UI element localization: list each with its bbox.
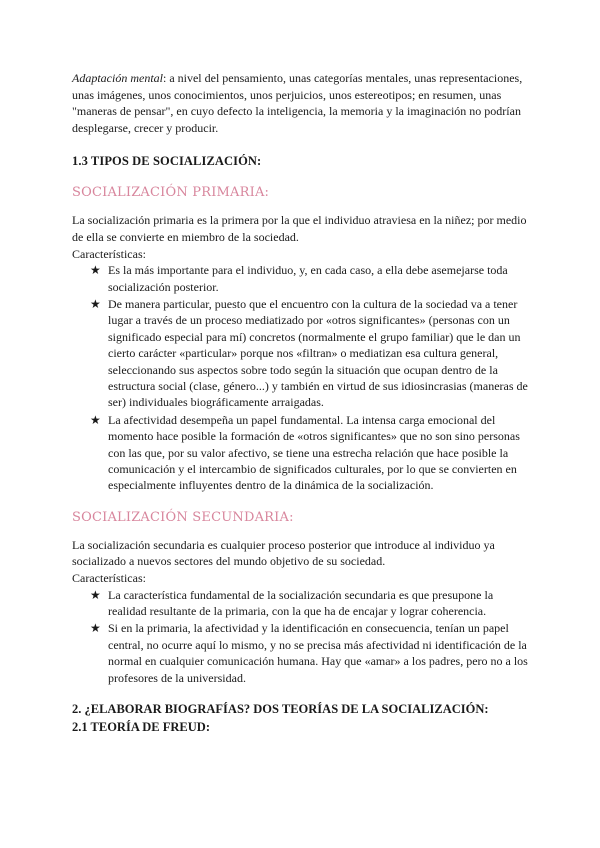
section-2-title: 2. ¿ELABORAR BIOGRAFÍAS? DOS TEORÍAS DE LA SOCIALIZACIÓN:: [72, 702, 489, 717]
secundaria-caracteristicas-label: Características:: [72, 571, 146, 586]
secundaria-definition: La socialización secundaria es cualquier proceso posterior que introduce al individuo ya socializado a nuevos sectores del mundo objetivo de su sociedad.: [72, 537, 495, 569]
secundaria-heading: SOCIALIZACIÓN SECUNDARIA:: [72, 509, 294, 525]
primaria-heading: SOCIALIZACIÓN PRIMARIA:: [72, 185, 270, 201]
secundaria-block: [72, 537, 532, 686]
star-icon: ★: [90, 296, 101, 311]
document-page: [72, 70, 532, 736]
intro-term: Adaptación mental: [72, 71, 163, 85]
list-item-text: Si en la primaria, la afectividad y la identificación en consecuencia, tenían un papel central, no ocurre aquí lo mismo, y no se precisa más afectividad ni identificación de la normal en cualquier comunicación humana. Hay que «amar» a los padres, pero no a los profesores de la universidad.: [108, 621, 528, 685]
primaria-block: [72, 212, 532, 493]
list-item: [90, 620, 532, 686]
primaria-caracteristicas-label: Características:: [72, 246, 146, 261]
list-item: [90, 412, 532, 494]
list-item: [90, 587, 532, 620]
star-icon: ★: [90, 412, 101, 427]
list-item-text: La característica fundamental de la socialización secundaria es que presupone la realidad resultante de la primaria, con la que ha de encajar y lograr coherencia.: [108, 587, 494, 619]
list-item-text: La afectividad desempeña un papel fundamental. La intensa carga emocional del momento hace posible la formación de «otros significantes» que no son sino personas con las que, por su valor afectivo, se tiene una estrecha relación que hace posible la comunicación y el intercambio de significados culturales, por lo que se convierten en especialmente influyentes dentro de la dinámica de la socialización.: [108, 412, 520, 493]
star-icon: ★: [90, 587, 101, 602]
intro-paragraph: [72, 70, 532, 136]
section-1-3-title: 1.3 TIPOS DE SOCIALIZACIÓN:: [72, 154, 262, 169]
list-item: [90, 296, 532, 411]
list-item: [90, 262, 532, 295]
star-icon: ★: [90, 621, 101, 636]
list-item-text: De manera particular, puesto que el encuentro con la cultura de la sociedad va a tener lugar a través de un proceso mediatizado por «otros significantes» (personas con un significado especial para mí) concretos (normalmente el grupo familiar) que le dan un cierto carácter «particular» porque nos «filtran» o mediatizan esa cultura general, seleccionando sus aspectos sobre todo según la situación que ocupan dentro de la estructura social (clase, género...) y también en virtud de sus idiosincrasias (maneras de ser) individuales biográficamente arraigadas.: [108, 296, 528, 410]
star-icon: ★: [90, 263, 101, 278]
primaria-list: [72, 262, 532, 494]
secundaria-list: [72, 587, 532, 686]
list-item-text: Es la más importante para el individuo, y, en cada caso, a ella debe asemejarse toda socialización posterior.: [108, 263, 508, 294]
intro-text: : a nivel del pensamiento, unas categorías mentales, unas representaciones, unas imágenes, unos conocimientos, unos perjuicios, unos estereotipos; en resumen, unas "maneras de pensar", en cuyo defecto la inteligencia, la memoria y la imaginación no podrían desplegarse, crecer y producir.: [72, 71, 523, 135]
primaria-definition: La socialización primaria es la primera por la que el individuo atraviesa en la niñez; por medio de ella se convierte en miembro de la sociedad.: [72, 213, 527, 244]
section-2-1-title: 2.1 TEORÍA DE FREUD:: [72, 720, 210, 735]
